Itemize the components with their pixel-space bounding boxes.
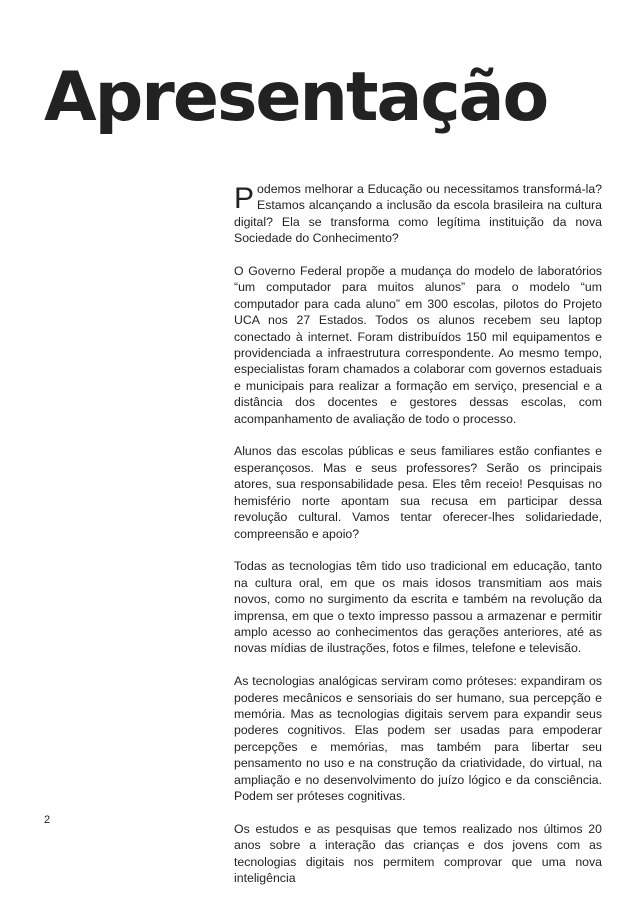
paragraph: Os estudos e as pesquisas que temos realizado nos últimos 20 anos sobre a interação das crianças e dos jovens com as tecnologias digitais nos permitem comprovar que uma nova inteligência <box>234 821 602 885</box>
paragraph: As tecnologias analógicas serviram como próteses: expandiram os poderes mecânicos e sensoriais do ser humano, sua percepção e memória. Mas as tecnologias digitais servem para expandir seus poderes cognitivos. Elas podem ser usadas para empoderar percepções e memórias, mas também para libertar seu pensamento no uso e na construção da criatividade, do virtual, na ampliação e no desenvolvimento do juízo lógico e da consciência. Podem ser próteses cognitivas. <box>234 674 602 803</box>
drop-cap: P <box>234 182 255 215</box>
page-title: Apresentação <box>44 58 548 137</box>
paragraph: Alunos das escolas públicas e seus familiares estão confiantes e esperançosos. Mas e seus professores? Serão os principais atores, sua responsabilidade pesa. Eles têm receio! Pesquisas no hemisfério norte apontam sua recusa em participar dessa revolução cultural. Vamos tentar oferecer-lhes solidariedade, compreensão e apoio? <box>234 444 602 541</box>
paragraph-intro-text: odemos melhorar a Educação ou necessitamos transformá-la? Estamos alcançando a inclusão da escola brasileira na cultura digital? Ela se transforma como legítima instituição da nova Sociedade do Conhecimento? <box>234 182 602 246</box>
body-text <box>234 181 602 903</box>
paragraph-intro <box>234 181 602 247</box>
paragraph: Todas as tecnologias têm tido uso tradicional em educação, tanto na cultura oral, em que os mais idosos transmitiam aos mais novos, como no surgimento da escrita e também na revolução da imprensa, em que o texto impresso passou a armazenar e permitir amplo acesso ao conhecimentos das gerações anteriores, até as novas mídias de ilustrações, fotos e filmes, telefone e televisão. <box>234 559 602 656</box>
paragraph: O Governo Federal propõe a mudança do modelo de laboratórios “um computador para muitos alunos” para o modelo “um computador para cada aluno” em 300 escolas, pilotos do Projeto UCA nos 27 Estados. Todos os alunos recebem seu laptop conectado à internet. Foram distribuídos 150 mil equipamentos e providenciada a infraestrutura correspondente. Ao mesmo tempo, especialistas foram chamados a colaborar com governos estaduais e municipais para realizar a formação em serviço, presencial e a distância dos docentes e gestores dessas escolas, com acompanhamento de avaliação de todo o processo. <box>234 264 602 426</box>
page-number: 2 <box>44 814 51 826</box>
